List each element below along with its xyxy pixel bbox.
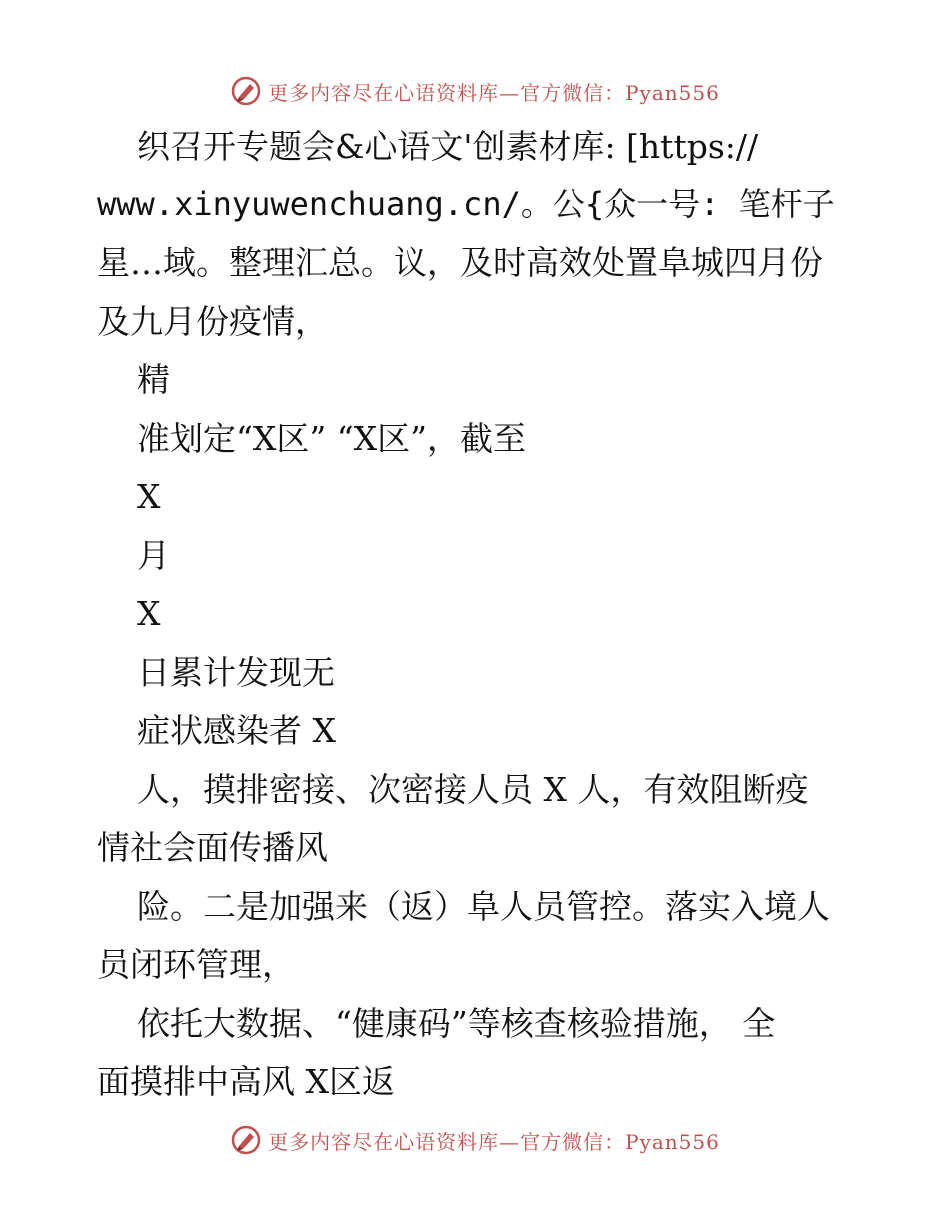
body-line-4: 及九月份疫情，: [97, 302, 328, 341]
body-line-8: 月: [137, 536, 170, 575]
body-line-1: 织召开专题会&心语文'创素材库: [https://: [137, 127, 759, 166]
body-line-6: 准划定“X区” “X区”，截至: [137, 419, 526, 458]
footer-watermark: [0, 1120, 950, 1160]
body-line-15: 员闭环管理，: [97, 945, 295, 984]
body-line-16: 依托大数据、“健康码”等核查核验措施， 全: [137, 1004, 776, 1043]
body-line-10: 日累计发现无: [137, 653, 335, 692]
body-line-17: 面摸排中高风 X区返: [97, 1062, 395, 1101]
body-line-12: 人，摸排密接、次密接人员 X 人，有效阻断疫: [137, 770, 809, 809]
header-watermark: [0, 71, 950, 111]
body-line-14: 险。二是加强来（返）阜人员管控。落实入境人: [137, 887, 830, 926]
body-line-7: X: [137, 477, 161, 516]
header-watermark-text: 更多内容尽在心语资料库—官方微信：Pyan556: [268, 80, 720, 105]
body-line-13: 情社会面传播风: [97, 828, 328, 867]
pen-logo-icon: [230, 1124, 262, 1156]
pen-logo-icon: [230, 75, 262, 107]
body-line-3: 星…域。整理汇总。议，及时高效处置阜城四月份: [97, 243, 823, 282]
body-line-5: 精: [137, 360, 170, 399]
footer-watermark-text: 更多内容尽在心语资料库—官方微信：Pyan556: [268, 1129, 720, 1154]
body-line-2: www.xinyuwenchuang.cn/。公{众一号: 笔杆子: [97, 185, 835, 223]
body-line-11: 症状感染者 X: [137, 711, 336, 750]
body-line-9: X: [137, 594, 161, 633]
